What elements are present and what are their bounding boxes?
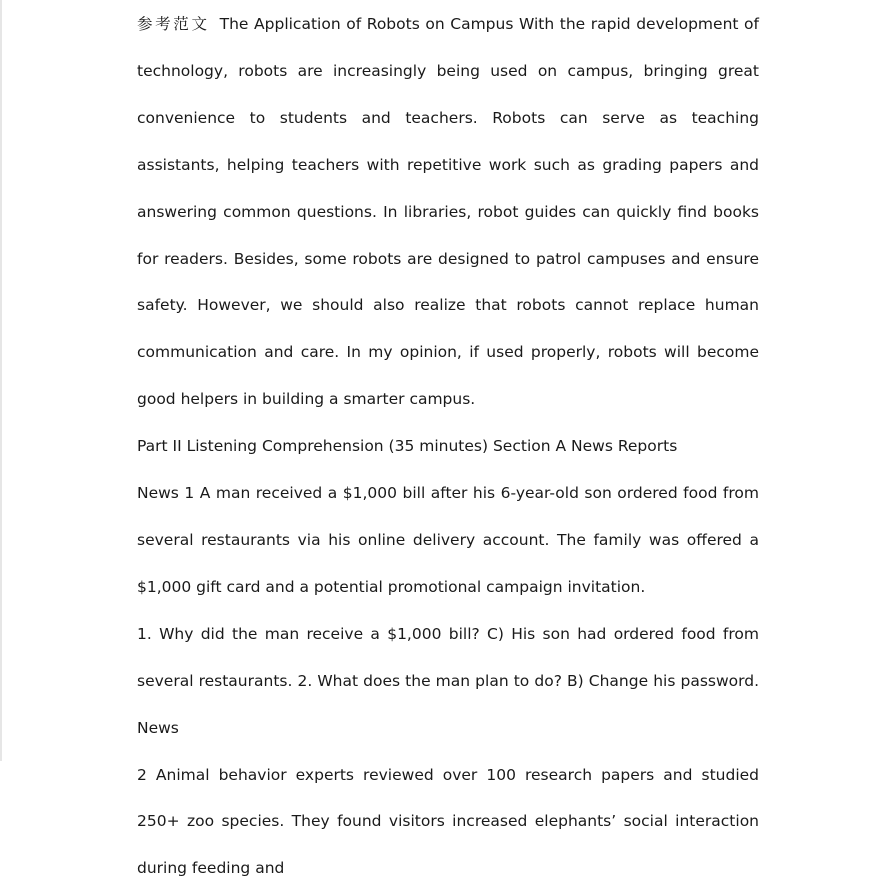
- document-page: [137, 0, 759, 892]
- page-edge: [0, 0, 2, 761]
- news-1-paragraph: News 1 A man received a $1,000 bill after his 6-year-old son ordered food from several restaurants via his online delivery account. The family was offered a $1,000 gift card and a potential promotional campaign invitation.: [137, 470, 759, 611]
- news-2-paragraph: 2 Animal behavior experts reviewed over 100 research papers and studied 250+ zoo species. They found visitors increased elephants’ social interaction during feeding and: [137, 752, 759, 892]
- model-essay-label: 参考范文: [137, 15, 210, 33]
- section-heading: Part II Listening Comprehension (35 minutes) Section A News Reports: [137, 423, 759, 470]
- model-essay-text: The Application of Robots on Campus With the rapid development of technology, robots are increasingly being used on campus, bringing great convenience to students and teachers. Robots can serve as teaching assistants, helping teachers with repetitive work such as grading papers and answering common questions. In libraries, robot guides can quickly find books for readers. Besides, some robots are designed to patrol campuses and ensure safety. However, we should also realize that robots cannot replace human communication and care. In my opinion, if used properly, robots will become good helpers in building a smarter campus.: [137, 15, 759, 408]
- model-essay-paragraph: [137, 1, 759, 423]
- questions-paragraph: 1. Why did the man receive a $1,000 bill? C) His son had ordered food from several restaurants. 2. What does the man plan to do? B) Change his password. News: [137, 611, 759, 752]
